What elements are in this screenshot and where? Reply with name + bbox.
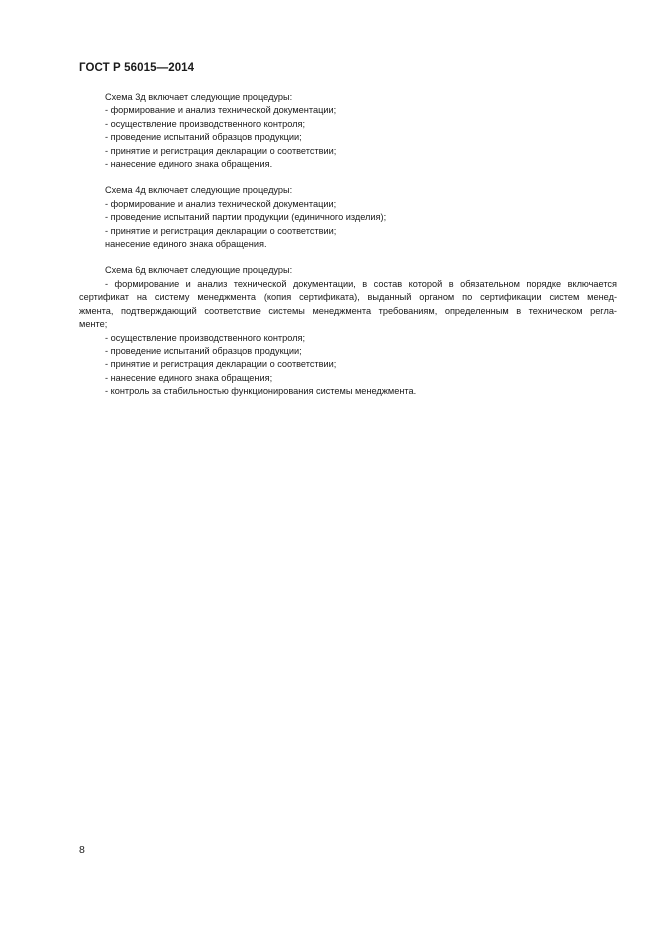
list-item: - нанесение единого знака обращения.: [105, 159, 273, 170]
scheme-4d-section: [79, 184, 617, 251]
scheme-6d-section: [79, 264, 617, 398]
list-item: - формирование и анализ технической документации;: [105, 198, 337, 209]
scheme-intro: Схема 6д включает следующие процедуры:: [105, 265, 293, 276]
document-body: [79, 91, 617, 412]
list-item: - формирование и анализ технической документации;: [105, 105, 337, 116]
scheme-intro: Схема 4д включает следующие процедуры:: [105, 185, 293, 196]
long-item-line: сертификат на систему менеджмента (копия сертификата), выданный органом по сертификации систем менед-: [79, 292, 617, 303]
long-item-line: - формирование и анализ технической документации, в состав которой в обязательном порядке включается: [105, 278, 617, 289]
scheme-intro: Схема 3д включает следующие процедуры:: [105, 92, 293, 102]
list-item: - принятие и регистрация декларации о соответствии;: [105, 225, 337, 236]
scheme-3d-section: [79, 91, 617, 171]
list-item: - проведение испытаний партии продукции (единичного изделия);: [105, 212, 387, 223]
list-item: - осуществление производственного контроля;: [105, 118, 306, 129]
long-item-line: менте;: [79, 319, 108, 330]
list-item: - осуществление производственного контроля;: [105, 332, 306, 343]
document-header: ГОСТ Р 56015—2014: [79, 62, 195, 74]
page-number: 8: [79, 844, 85, 856]
long-item-line: жмента, подтверждающий соответствие системы менеджмента требованиям, определенным в техническом регла-: [79, 305, 617, 316]
list-item: - принятие и регистрация декларации о соответствии;: [105, 145, 337, 156]
list-item: - принятие и регистрация декларации о соответствии;: [105, 359, 337, 370]
list-item: - проведение испытаний образцов продукции;: [105, 132, 302, 143]
list-item: - нанесение единого знака обращения;: [105, 372, 273, 383]
list-item: - проведение испытаний образцов продукции;: [105, 345, 302, 356]
list-item: нанесение единого знака обращения.: [105, 239, 267, 250]
list-item: - контроль за стабильностью функционирования системы менеджмента.: [105, 386, 417, 397]
